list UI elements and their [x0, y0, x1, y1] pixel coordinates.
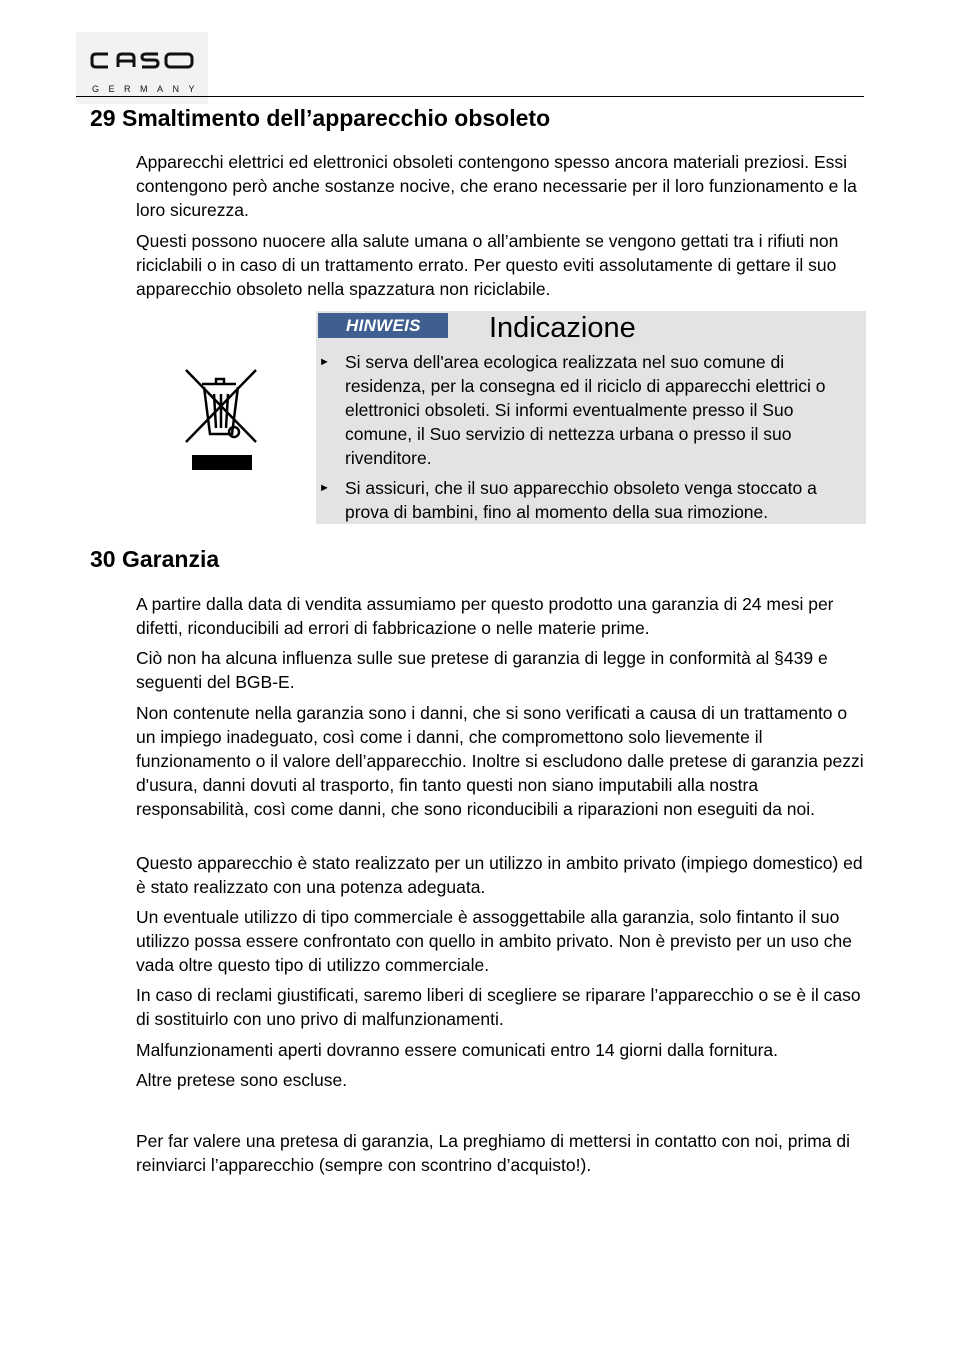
section-30-paragraph: Ciò non ha alcuna influenza sulle sue pretese di garanzia di legge in conformità al §439 e seguenti del BGB-E.: [136, 648, 828, 692]
section-30-paragraph: Non contenute nella garanzia sono i danni, che si sono verificati a causa di un trattamento o un impiego inadeguato, così come i danni, che compromettono solo lievemente il funzionamento o il valore dell’apparecchio. Inoltre si escludono dalle pretese di garanzia pezzi d'usura, danni dovuti al trasporto, fin tanto questi non siano imputabili alla nostra responsabilità, così come danni, che sono riconducibili a riparazioni non eseguiti da noi.: [136, 703, 864, 819]
hinweis-badge: [318, 313, 448, 338]
weee-bin-icon: [180, 366, 264, 479]
section-30-paragraph: Malfunzionamenti aperti dovranno essere comunicati entro 14 giorni dalla fornitura.: [136, 1040, 779, 1060]
section-30-paragraph: Altre pretese sono escluse.: [136, 1070, 348, 1090]
caso-logo: [76, 32, 208, 104]
notice-title: Indicazione: [489, 312, 636, 344]
notice-item-text: Si assicuri, che il suo apparecchio obsoleto venga stoccato a prova di bambini, fino al momento della sua rimozione.: [345, 478, 817, 522]
notice-item: [319, 476, 861, 524]
section-29-paragraph: Apparecchi elettrici ed elettronici obsoleti contengono spesso ancora materiali preziosi. Essi contengono però anche sostanze nocive, che erano necessarie per il loro funzionamento e la loro sicurezza.: [136, 152, 857, 220]
bullet-arrow-icon: ►: [319, 356, 330, 368]
section-29-title: 29 Smaltimento dell’apparecchio obsoleto: [90, 105, 551, 131]
notice-item-text: Si serva dell'area ecologica realizzata nel suo comune di residenza, per la consegna ed il riciclo di apparecchi elettrici o elettronici obsoleti. Si informi eventualmente presso il Suo comune, il Suo servizio di nettezza urbana o presso il suo rivenditore.: [345, 352, 826, 468]
header-rule: [76, 96, 864, 97]
logo-subtext: GERMANY: [92, 84, 205, 94]
notice-box: [316, 311, 866, 524]
notice-item: [319, 350, 861, 470]
section-30-paragraph: Per far valere una pretesa di garanzia, La preghiamo di mettersi in contatto con noi, prima di reinviarci l’apparecchio (sempre con scontrino d’acquisto!).: [136, 1131, 850, 1175]
section-30-paragraph: A partire dalla data di vendita assumiamo per questo prodotto una garanzia di 24 mesi per difetti, riconducibili ad errori di fabbricazione o nelle materie prime.: [136, 594, 834, 638]
hinweis-badge-label: HINWEIS: [346, 316, 421, 335]
section-30-title: 30 Garanzia: [90, 546, 220, 572]
section-30-paragraph: Un eventuale utilizzo di tipo commerciale è assoggettabile alla garanzia, solo fintanto il suo utilizzo possa essere confrontato con quello in ambito privato. Non è previsto per un uso che vada oltre questo tipo di utilizzo commerciale.: [136, 907, 852, 975]
section-29-paragraph: Questi possono nuocere alla salute umana o all’ambiente se vengono gettati tra i rifiuti non riciclabili o in caso di un trattamento errato. Per questo eviti assolutamente di gettare il suo apparecchio obsoleto nella spazzatura non riciclabile.: [136, 231, 839, 299]
bullet-arrow-icon: ►: [319, 482, 330, 494]
section-30-paragraph: Questo apparecchio è stato realizzato per un utilizzo in ambito privato (impiego domestico) ed è stato realizzato con una potenza adeguata.: [136, 853, 863, 897]
section-30-paragraph: In caso di reclami giustificati, saremo liberi di scegliere se riparare l’apparecchio o se è il caso di sostituirlo con uno privo di malfunzionamenti.: [136, 985, 861, 1029]
